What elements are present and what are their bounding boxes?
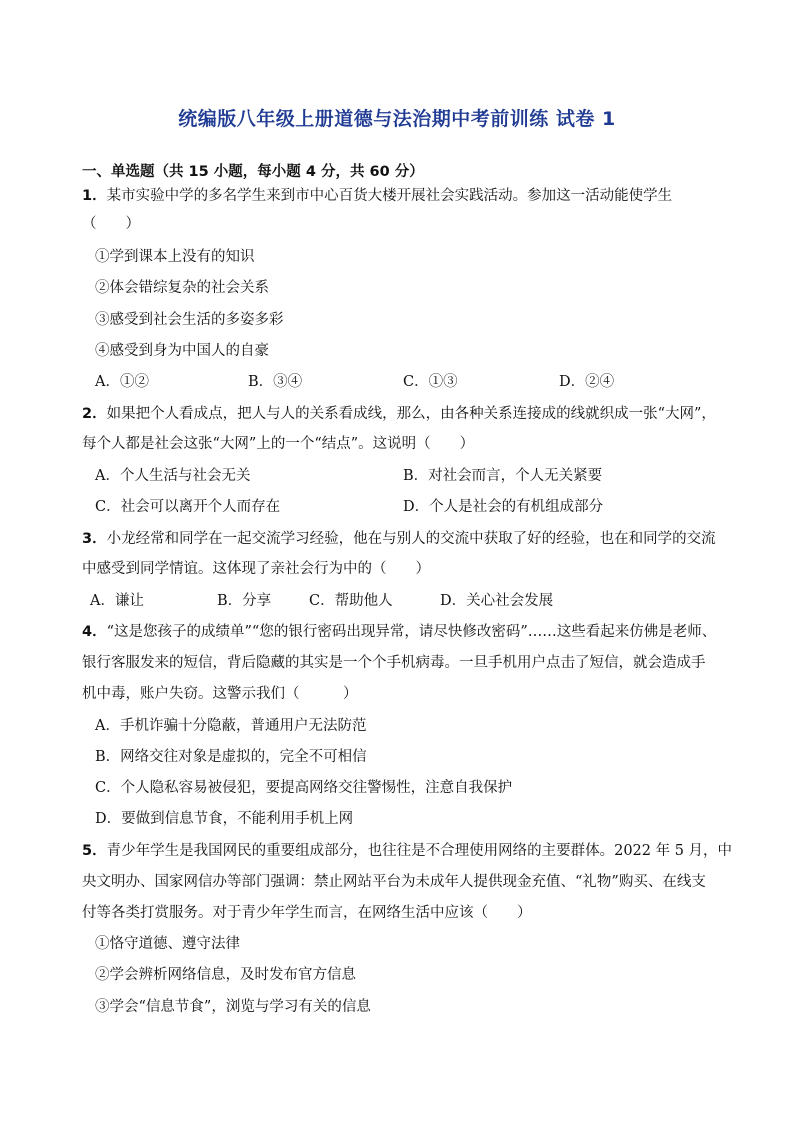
question-number: 4． xyxy=(82,624,107,640)
question-2-line-2: 每个人都是社会这张“大网”上的一个“结点”。这说明（ ） xyxy=(82,436,475,452)
question-1-option-a[interactable]: A．①② xyxy=(95,374,149,390)
question-4-option-c[interactable]: C．个人隐私容易被侵犯，要提高网络交往警惕性，注意自我保护 xyxy=(95,780,513,796)
question-3-option-d[interactable]: D．关心社会发展 xyxy=(440,593,554,609)
question-1-line-1: 1．某市实验中学的多名学生来到市中心百货大楼开展社会实践活动。参加这一活动能使学生 xyxy=(82,188,673,204)
question-4-line-2: 银行客服发来的短信，背后隐藏的其实是一个个手机病毒。一旦手机用户点击了短信，就会造成手 xyxy=(82,655,706,671)
question-5-line-1: 5．青少年学生是我国网民的重要组成部分，也往往是不合理使用网络的主要群体。2022 年 5 月，中 xyxy=(82,843,733,859)
question-5-statement-2: ②学会辨析网络信息，及时发布官方信息 xyxy=(95,967,356,983)
question-2-option-d[interactable]: D．个人是社会的有机组成部分 xyxy=(403,499,604,515)
question-1-statement-4: ④感受到身为中国人的自豪 xyxy=(95,343,269,359)
question-1-option-d[interactable]: D．②④ xyxy=(559,374,615,390)
question-2-option-a[interactable]: A．个人生活与社会无关 xyxy=(95,468,251,484)
question-4-line-3: 机中毒，账户失窃。这警示我们（ ） xyxy=(82,686,358,702)
question-5-line-2: 央文明办、国家网信办等部门强调：禁止网站平台为未成年人提供现金充值、“礼物”购买、在线支 xyxy=(82,874,706,890)
question-number: 3． xyxy=(82,531,107,547)
question-1-statement-3: ③感受到社会生活的多姿多彩 xyxy=(95,312,284,328)
question-number: 5． xyxy=(82,843,107,859)
question-3-option-c[interactable]: C．帮助他人 xyxy=(309,593,393,609)
question-5-statement-1: ①恪守道德、遵守法律 xyxy=(95,936,240,952)
question-2-line-1: 2．如果把个人看成点，把人与人的关系看成线，那么，由各种关系连接成的线就织成一张“大网”， xyxy=(82,406,716,422)
question-5-statement-3: ③学会“信息节食”，浏览与学习有关的信息 xyxy=(95,999,371,1015)
question-number: 2． xyxy=(82,406,107,422)
question-1-statement-1: ①学到课本上没有的知识 xyxy=(95,249,255,265)
question-4-option-a[interactable]: A．手机诈骗十分隐蔽，普通用户无法防范 xyxy=(95,718,367,734)
question-4-line-1: 4．“这是您孩子的成绩单”“您的银行密码出现异常，请尽快修改密码”……这些看起来仿佛是老师、 xyxy=(82,624,717,640)
question-1-option-b[interactable]: B．③④ xyxy=(248,374,303,390)
question-4-option-d[interactable]: D．要做到信息节食，不能利用手机上网 xyxy=(95,811,354,827)
exam-title: 统编版八年级上册道德与法治期中考前训练 试卷 1 xyxy=(178,108,616,130)
question-4-option-b[interactable]: B．网络交往对象是虚拟的，完全不可相信 xyxy=(95,749,367,765)
question-5-line-3: 付等各类打赏服务。对于青少年学生而言，在网络生活中应该（ ） xyxy=(82,905,532,921)
question-2-option-c[interactable]: C．社会可以离开个人而存在 xyxy=(95,499,281,515)
section-header: 一、单选题（共 15 小题，每小题 4 分，共 60 分） xyxy=(82,164,424,180)
question-number: 1． xyxy=(82,188,107,204)
question-2-option-b[interactable]: B．对社会而言，个人无关紧要 xyxy=(403,468,603,484)
question-1-line-2: （ ） xyxy=(82,216,140,232)
question-1-option-c[interactable]: C．①③ xyxy=(403,374,458,390)
question-3-line-1: 3．小龙经常和同学在一起交流学习经验，他在与别人的交流中获取了好的经验，也在和同学的交流 xyxy=(82,531,716,547)
question-3-line-2: 中感受到同学情谊。这体现了亲社会行为中的（ ） xyxy=(82,561,430,577)
question-1-statement-2: ②体会错综复杂的社会关系 xyxy=(95,280,269,296)
question-3-option-a[interactable]: A．谦让 xyxy=(90,593,144,609)
question-3-option-b[interactable]: B．分享 xyxy=(217,593,272,609)
